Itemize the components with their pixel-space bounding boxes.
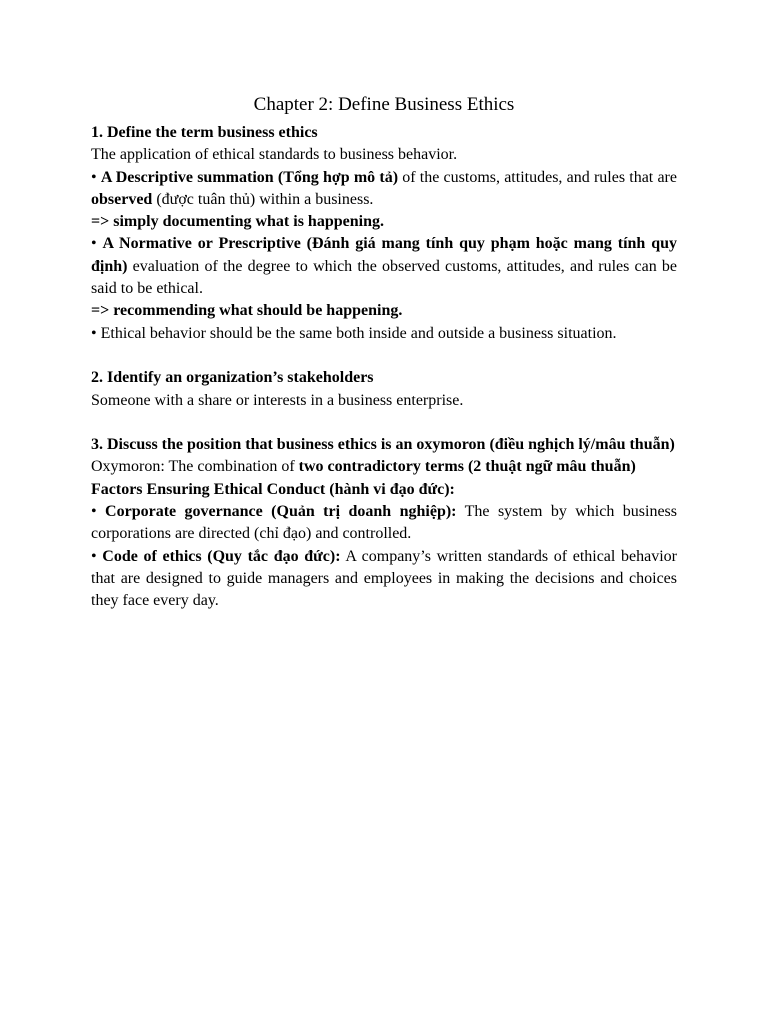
chapter-title: Chapter 2: Define Business Ethics — [253, 94, 515, 115]
factors-heading: Factors Ensuring Ethical Conduct (hành vi đạo đức): — [91, 480, 455, 498]
arrow-note-recommending: => recommending what should be happening. — [91, 302, 403, 320]
document-body — [91, 92, 677, 613]
spacer — [91, 412, 677, 434]
arrow-note-documenting: => simply documenting what is happening. — [91, 213, 384, 231]
bullet-descriptive: • A Descriptive summation (Tổng hợp mô tả) of the customs, attitudes, and rules that are observed (được tuân thủ) within a business. — [91, 168, 677, 208]
bullet-corporate-governance: • Corporate governance (Quản trị doanh nghiệp): The system by which business corporations are directed (chỉ đạo) and controlled. — [91, 503, 677, 543]
section-1-definition: The application of ethical standards to business behavior. — [91, 146, 458, 164]
oxymoron-definition: Oxymoron: The combination of two contradictory terms (2 thuật ngữ mâu thuẫn) — [91, 458, 636, 476]
bullet-code-of-ethics: • Code of ethics (Quy tắc đạo đức): A company’s written standards of ethical behavior that are designed to guide managers and employees in making the decisions and choices they face every day. — [91, 547, 678, 610]
bullet-normative: • A Normative or Prescriptive (Đánh giá mang tính quy phạm hoặc mang tính quy định) evaluation of the degree to which the observed customs, attitudes, and rules can be said to be ethical. — [91, 235, 677, 298]
section-2-definition: Someone with a share or interests in a business enterprise. — [91, 391, 464, 409]
section-3-heading: 3. Discuss the position that business ethics is an oxymoron (điều nghịch lý/mâu thuẫn) — [91, 436, 675, 454]
spacer — [91, 345, 677, 367]
section-2-heading: 2. Identify an organization’s stakeholders — [91, 369, 374, 387]
section-1-heading: 1. Define the term business ethics — [91, 124, 318, 141]
bullet-ethical-behavior: • Ethical behavior should be the same both inside and outside a business situation. — [91, 324, 617, 342]
